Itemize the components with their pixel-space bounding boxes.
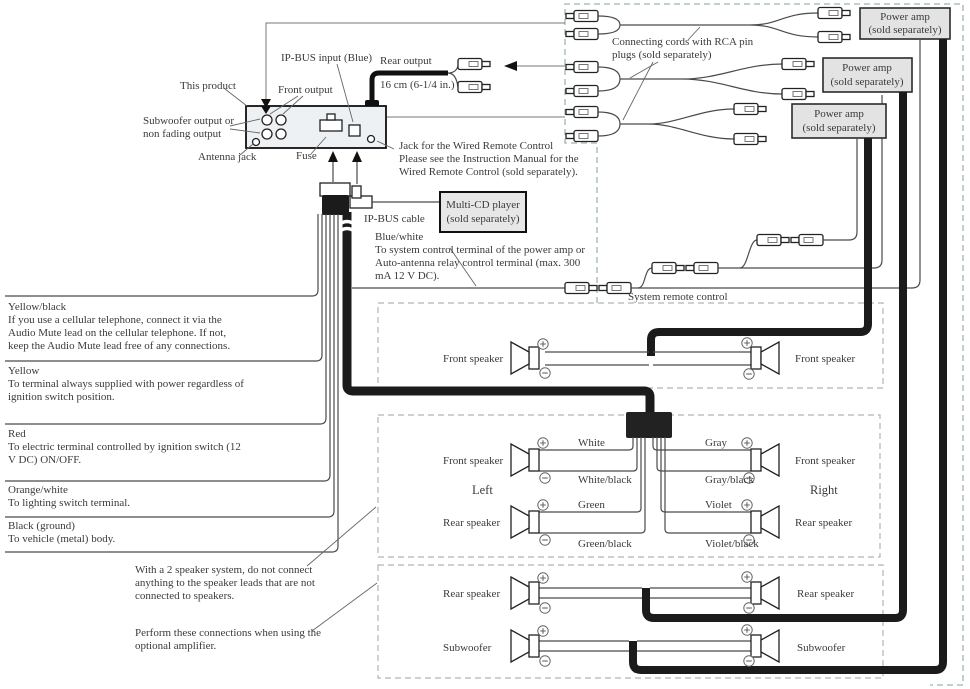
speaker-icon: [751, 577, 779, 609]
head-unit: [246, 100, 386, 148]
remote-plug-icon: [757, 235, 789, 246]
wire-green-black-label: Green/black: [578, 538, 632, 550]
rear-speaker-label: Rear speaker: [443, 588, 501, 600]
wired-remote-jack: [368, 136, 375, 143]
bottom-note-line: optional amplifier.: [135, 640, 217, 652]
speaker-icon: [751, 342, 779, 374]
minus-icon: [540, 473, 550, 483]
this-product-label: This product: [180, 80, 236, 92]
blue-white-note-2: To system control terminal of the power amp or: [375, 244, 586, 256]
remote-jack-note-2: Please see the Instruction Manual for the: [399, 153, 579, 165]
subwoofer-output-label-1: Subwoofer output or: [143, 115, 235, 127]
remote-jack-note-1: Jack for the Wired Remote Control: [399, 140, 554, 152]
subwoofer-label: Subwoofer: [797, 642, 846, 654]
speaker-icon: [511, 342, 539, 374]
main-speaker-section: [443, 412, 856, 550]
wire-note-line: To vehicle (metal) body.: [8, 533, 116, 545]
wire-green-label: Green: [578, 499, 605, 511]
subwoofer-label: Subwoofer: [443, 642, 492, 654]
speaker-icon: [511, 444, 539, 476]
plus-icon: [538, 339, 548, 349]
power-amp-3: [792, 104, 886, 138]
amp2-line2: (sold separately): [830, 76, 904, 88]
speaker-icon: [511, 506, 539, 538]
wire-note-line: To lighting switch terminal.: [8, 497, 131, 509]
antenna-jack-label: Antenna jack: [198, 151, 257, 163]
power-amp-2: [823, 58, 912, 92]
amp1-line2: (sold separately): [868, 24, 942, 36]
ip-bus-cable-label: IP-BUS cable: [364, 213, 425, 225]
remote-plug-icon: [791, 235, 823, 246]
speaker-icon: [511, 630, 539, 662]
speaker-icon: [511, 577, 539, 609]
wire-gray-label: Gray: [705, 437, 727, 449]
front-output-jack: [276, 115, 286, 125]
ip-bus-input-port: [349, 125, 360, 136]
plus-icon: [538, 626, 548, 636]
rear-speaker-label: Rear speaker: [443, 517, 501, 529]
wire-gray-black-label: Gray/black: [705, 474, 754, 486]
front-output-label: Front output: [278, 84, 333, 96]
plus-icon: [742, 625, 752, 635]
fuse-label: Fuse: [296, 150, 317, 162]
plus-icon: [742, 338, 752, 348]
wire-note-heading: Red: [8, 428, 26, 440]
minus-icon: [540, 535, 550, 545]
wire-note-heading: Orange/white: [8, 484, 68, 496]
amp-speaker-feeds: [633, 39, 943, 670]
wire-note-line: To electric terminal controlled by ignition switch (12: [8, 441, 241, 453]
amp2-line1: Power amp: [842, 62, 892, 74]
rear-output-label: Rear output: [380, 55, 432, 67]
wire-note-line: ignition switch position.: [8, 391, 115, 403]
plus-icon: [742, 572, 752, 582]
wire-note-heading: Yellow/black: [8, 301, 67, 313]
wire-white-black-label: White/black: [578, 474, 632, 486]
rca-plug-icon: [458, 82, 490, 93]
wire-note-line: If you use a cellular telephone, connect it via the: [8, 314, 222, 326]
main-harness: [320, 151, 650, 414]
subwoofer-output-label-2: non fading output: [143, 128, 222, 140]
right-label: Right: [810, 483, 838, 497]
ip-bus-cable-group: [350, 186, 440, 208]
two-speaker-system-box: [378, 303, 883, 388]
blue-white-note-4: mA 12 V DC).: [375, 270, 440, 282]
minus-icon: [744, 603, 754, 613]
front-speaker-label: Front speaker: [795, 455, 856, 467]
remote-plug-icon: [565, 283, 597, 294]
minus-icon: [540, 368, 550, 378]
multi-cd-line1: Multi-CD player: [446, 199, 520, 211]
speaker-icon: [751, 630, 779, 662]
wire-note-line: Audio Mute lead on the cellular telephone. If not,: [8, 327, 227, 339]
ip-bus-input-label: IP-BUS input (Blue): [281, 52, 373, 64]
wire-note-line: To terminal always supplied with power regardless of: [8, 378, 244, 390]
remote-plug-icon: [686, 263, 718, 274]
plus-icon: [742, 438, 752, 448]
minus-icon: [744, 369, 754, 379]
wire-note-heading: Yellow: [8, 365, 40, 377]
rca-note-1: Connecting cords with RCA pin: [612, 36, 754, 48]
fuse-part: [320, 120, 342, 131]
subwoofer-output-jack-2: [262, 129, 272, 139]
front-output-jack-2: [276, 129, 286, 139]
blue-white-note-3: Auto-antenna relay control terminal (max. 300: [375, 257, 581, 269]
plus-icon: [742, 500, 752, 510]
subwoofer-output-jack: [262, 115, 272, 125]
minus-icon: [540, 656, 550, 666]
plus-icon: [538, 438, 548, 448]
left-label: Left: [472, 483, 493, 497]
remote-plug-icon: [599, 283, 631, 294]
wire-violet-black-label: Violet/black: [705, 538, 759, 550]
amp1-line1: Power amp: [880, 11, 930, 23]
wire-white-label: White: [578, 437, 605, 449]
rear-output-length-label: 16 cm (6-1/4 in.): [380, 79, 455, 91]
remote-plug-icon: [652, 263, 684, 274]
wire-violet-label: Violet: [705, 499, 732, 511]
rear-speaker-label: Rear speaker: [795, 517, 853, 529]
blue-white-label: Blue/white: [375, 231, 424, 243]
minus-icon: [540, 603, 550, 613]
wire-note-heading: Black (ground): [8, 520, 75, 532]
multi-cd-line2: (sold separately): [446, 213, 520, 225]
remote-jack-note-3: Wired Remote Control (sold separately).: [399, 166, 578, 178]
speaker-harness-connector: [626, 412, 672, 438]
wire-note-blocks: [8, 301, 244, 545]
bottom-note-line: connected to speakers.: [135, 590, 235, 602]
system-remote-control-label: System remote control: [628, 291, 728, 303]
bottom-note-line: With a 2 speaker system, do not connect: [135, 564, 313, 576]
amp3-line1: Power amp: [814, 108, 864, 120]
amp3-line2: (sold separately): [802, 122, 876, 134]
wire-note-line: keep the Audio Mute lead free of any connections.: [8, 340, 231, 352]
antenna-jack: [253, 139, 260, 146]
front-speaker-label: Front speaker: [443, 455, 504, 467]
plus-icon: [538, 500, 548, 510]
rear-speaker-label: Rear speaker: [797, 588, 855, 600]
rca-plug-icon: [458, 59, 490, 70]
note-leaders: [307, 507, 377, 631]
bottom-note-line: Perform these connections when using the: [135, 627, 322, 639]
power-amp-1: [860, 8, 950, 39]
wire-note-line: V DC) ON/OFF.: [8, 454, 82, 466]
front-speaker-label: Front speaker: [795, 353, 856, 365]
front-speaker-label: Front speaker: [443, 353, 504, 365]
plus-icon: [538, 573, 548, 583]
minus-icon: [744, 656, 754, 666]
speaker-icon: [751, 506, 779, 538]
rca-note-2: plugs (sold separately): [612, 49, 712, 61]
multi-cd-player-box: [440, 192, 526, 232]
bottom-note-blocks: [135, 564, 321, 652]
bottom-note-line: anything to the speaker leads that are not: [135, 577, 315, 589]
speaker-icon: [751, 444, 779, 476]
